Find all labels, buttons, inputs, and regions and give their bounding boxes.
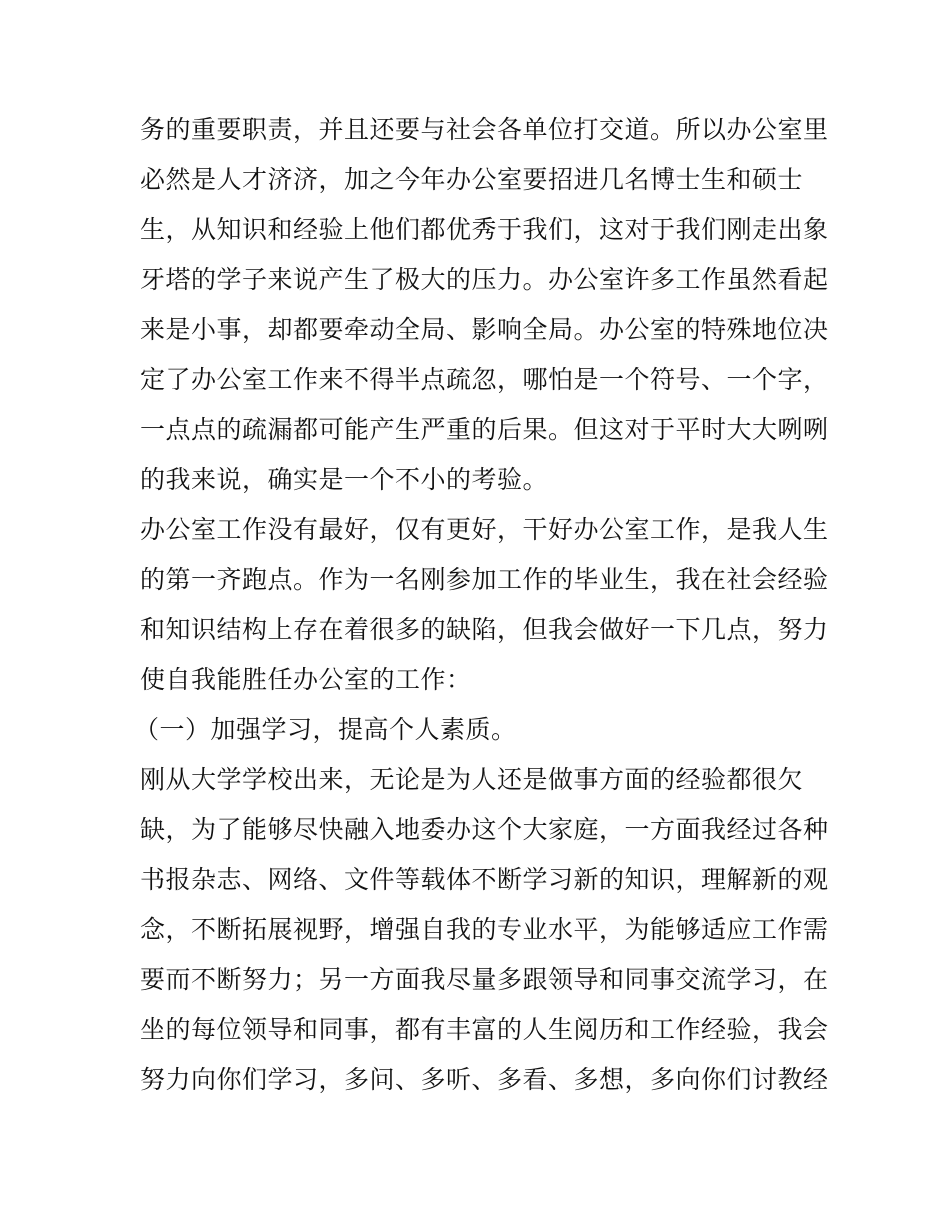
text-line: 缺，为了能够尽快融入地委办这个大家庭，一方面我经过各种	[140, 815, 829, 844]
text-line: 牙塔的学子来说产生了极大的压力。办公室许多工作虽然看起	[140, 265, 829, 294]
section-heading: （一）加强学习，提高个人素质。	[134, 715, 517, 744]
text-line: 来是小事，却都要牵动全局、影响全局。办公室的特殊地位决	[140, 315, 829, 344]
text-line: 办公室工作没有最好，仅有更好，干好办公室工作，是我人生	[140, 515, 829, 544]
document-body	[134, 105, 830, 1105]
text-line: 一点点的疏漏都可能产生严重的后果。但这对于平时大大咧咧	[140, 415, 829, 444]
text-line: 必然是人才济济，加之今年办公室要招进几名博士生和硕士	[140, 165, 804, 194]
text-line: 坐的每位领导和同事，都有丰富的人生阅历和工作经验，我会	[140, 1015, 829, 1044]
text-line: 的我来说，确实是一个不小的考验。	[140, 465, 549, 494]
text-line: 和知识结构上存在着很多的缺陷，但我会做好一下几点，努力	[140, 615, 829, 644]
text-line: 努力向你们学习，多问、多听、多看、多想，多向你们讨教经	[140, 1065, 829, 1094]
text-line: 书报杂志、网络、文件等载体不断学习新的知识，理解新的观	[140, 865, 829, 894]
text-line: 要而不断努力；另一方面我尽量多跟领导和同事交流学习，在	[140, 965, 829, 994]
text-line: 刚从大学学校出来，无论是为人还是做事方面的经验都很欠	[140, 765, 804, 794]
text-line: 念，不断拓展视野，增强自我的专业水平，为能够适应工作需	[140, 915, 829, 944]
text-line: 生，从知识和经验上他们都优秀于我们，这对于我们刚走出象	[140, 215, 829, 244]
text-line: 定了办公室工作来不得半点疏忽，哪怕是一个符号、一个字，	[140, 365, 829, 394]
text-line: 使自我能胜任办公室的工作：	[140, 665, 472, 694]
text-line: 务的重要职责，并且还要与社会各单位打交道。所以办公室里	[140, 115, 829, 144]
text-line: 的第一齐跑点。作为一名刚参加工作的毕业生，我在社会经验	[140, 565, 829, 594]
